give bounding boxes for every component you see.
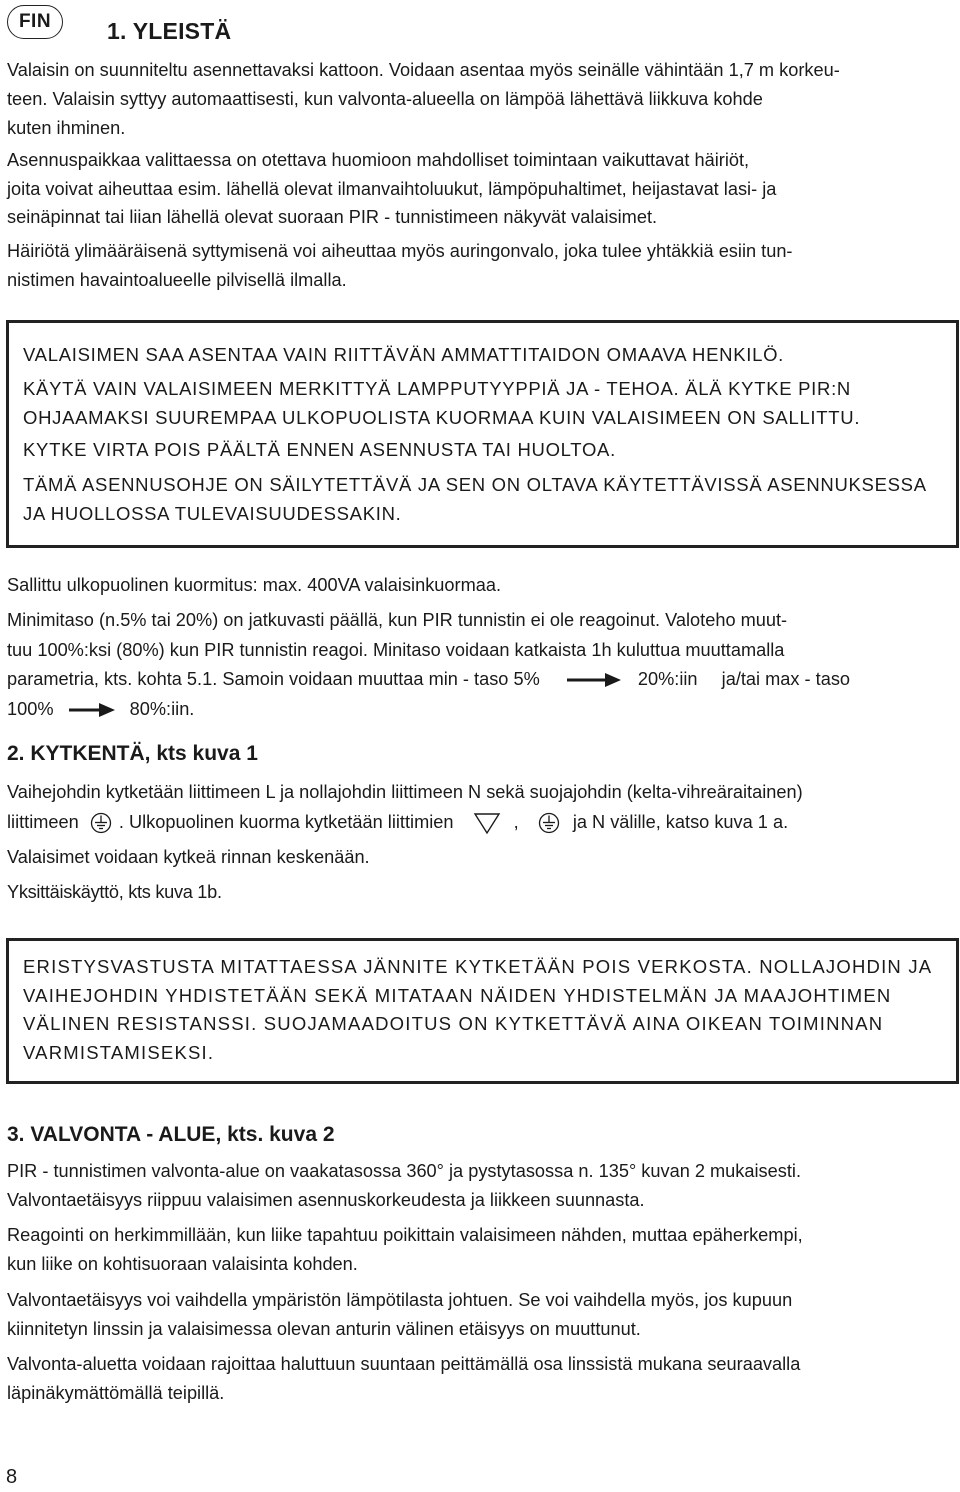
- text-line: seinäpinnat tai liian lähellä olevat suoraan PIR - tunnistimeen näkyvät valaisimet.: [7, 207, 658, 227]
- text-line: teen. Valaisin syttyy automaattisesti, kun valvonta-alueella on lämpöä lähettävä liikkuva kohde: [7, 89, 763, 109]
- text-fragment: ja N välille, katso kuva 1 a.: [572, 812, 789, 832]
- text-fragment: 80%:iin.: [129, 698, 195, 719]
- text-fragment: 100%: [7, 698, 54, 719]
- section-2-title: 2. KYTKENTÄ, kts kuva 1: [7, 742, 258, 765]
- load-triangle-icon: [473, 811, 501, 835]
- text-line: joita voivat aiheuttaa esim. lähellä olevat ilmanvaihtoluukut, lämpöpuhaltimet, heijastavat lasi- ja: [7, 178, 777, 199]
- text-line: kuten ihminen.: [7, 118, 126, 138]
- warning-line: VARMISTAMISEKSI.: [23, 1041, 215, 1063]
- text-line: nistimen havaintoalueelle pilvisellä ilmalla.: [7, 269, 347, 290]
- warning-line: VAIHEJOHDIN YHDISTETÄÄN SEKÄ MITATAAN NÄIDEN YHDISTELMÄN JA MAAJOHTIMEN: [23, 984, 892, 1006]
- section-3-paragraph-1: [7, 1157, 957, 1214]
- warning-line: VÄLINEN RESISTANSSI. SUOJAMAADOITUS ON KYTKETTÄVÄ AINA OIKEAN TOIMINNAN: [23, 1013, 884, 1034]
- parallel-paragraph: [7, 843, 957, 872]
- section-3-paragraph-2: [7, 1221, 957, 1278]
- arrow-right-icon: [69, 703, 115, 717]
- text-line: Asennuspaikkaa valittaessa on otettava huomioon mahdolliset toimintaan vaikuttavat häiriöt,: [7, 150, 750, 170]
- section-3-paragraph-4: [7, 1350, 957, 1407]
- ground-symbol-icon: [90, 812, 112, 834]
- minimum-level-paragraph: [7, 606, 957, 724]
- warning-line: JA HUOLLOSSA TULEVAISUUDESSAKIN.: [23, 502, 402, 524]
- text-line: Valaisimet voidaan kytkeä rinnan keskenään.: [7, 847, 370, 867]
- section-1-title: 1. YLEISTÄ: [107, 18, 232, 44]
- text-line: Sallittu ulkopuolinen kuormitus: max. 400VA valaisinkuormaa.: [7, 575, 502, 595]
- text-line: läpinäkymättömällä teipillä.: [7, 1382, 225, 1403]
- text-fragment: ja/tai max - taso: [721, 669, 851, 689]
- warning-line: KYTKE VIRTA POIS PÄÄLTÄ ENNEN ASENNUSTA TAI HUOLTOA.: [23, 439, 616, 460]
- section-3-title: 3. VALVONTA - ALUE, kts. kuva 2: [7, 1123, 335, 1146]
- wiring-paragraph: [7, 777, 957, 837]
- text-line: [7, 807, 957, 837]
- section-1-paragraph-1: [7, 56, 957, 143]
- text-line: PIR - tunnistimen valvonta-alue on vaakatasossa 360° ja pystytasossa n. 135° kuvan 2 mukaisesti.: [7, 1161, 801, 1181]
- text-line: Yksittäiskäyttö, kts kuva 1b.: [7, 882, 222, 902]
- section-1-paragraph-3: [7, 237, 957, 294]
- safety-warning-box: [6, 320, 959, 548]
- text-fragment: liittimeen: [7, 812, 79, 832]
- warning-line: KÄYTÄ VAIN VALAISIMEEN MERKITTYÄ LAMPPUTYYPPIÄ JA - TEHOA. ÄLÄ KYTKE PIR:N: [23, 378, 851, 399]
- text-line: [7, 695, 957, 725]
- text-fragment: parametria, kts. kohta 5.1. Samoin voidaan muuttaa min - taso 5%: [7, 669, 540, 689]
- text-line: Häiriötä ylimääräisenä syttymisenä voi aiheuttaa myös auringonvalo, joka tulee yhtäkkiä esiin tun-: [7, 241, 793, 261]
- text-line: kun liike on kohtisuoraan valaisinta kohden.: [7, 1253, 358, 1274]
- warning-line: VALAISIMEN SAA ASENTAA VAIN RIITTÄVÄN AMMATTITAIDON OMAAVA HENKILÖ.: [23, 344, 785, 365]
- language-code: FIN: [18, 11, 52, 32]
- warning-line: TÄMÄ ASENNUSOHJE ON SÄILYTETTÄVÄ JA SEN ON OLTAVA KÄYTETTÄVISSÄ ASENNUKSESSA: [23, 474, 927, 495]
- arrow-right-icon: [567, 673, 621, 687]
- text-line: kiinnitetyn linssin ja valaisimessa olevan anturin välinen etäisyys on muuttunut.: [7, 1318, 641, 1339]
- text-line: [7, 665, 957, 695]
- insulation-warning-box: [6, 938, 959, 1084]
- page-number: 8: [6, 1466, 18, 1488]
- text-line: Valvontaetäisyys voi vaihdella ympäristön lämpötilasta johtuen. Se voi vaihdella myös, jos kupuun: [7, 1290, 793, 1310]
- warning-line: OHJAAMAKSI SUUREMPAA ULKOPUOLISTA KUORMAA KUIN VALAISIMEEN ON SALLITTU.: [23, 406, 861, 428]
- text-line: Valvontaetäisyys riippuu valaisimen asennuskorkeudesta ja liikkeen suunnasta.: [7, 1189, 645, 1210]
- single-use-paragraph: [7, 878, 957, 907]
- warning-line: ERISTYSVASTUSTA MITATTAESSA JÄNNITE KYTKETÄÄN POIS VERKOSTA. NOLLAJOHDIN JA: [23, 956, 933, 977]
- text-fragment: 20%:iin: [637, 669, 698, 689]
- language-badge: [7, 5, 63, 39]
- text-line: Valvonta-aluetta voidaan rajoittaa haluttuun suuntaan peittämällä osa linssistä mukana seuraavalla: [7, 1354, 801, 1374]
- load-limit-paragraph: [7, 571, 957, 600]
- text-line: Vaihejohdin kytketään liittimeen L ja nollajohdin liittimeen N sekä suojajohdin (kelta-vihreäraitainen): [7, 782, 803, 802]
- ground-symbol-icon: [538, 812, 560, 834]
- text-line: Minimitaso (n.5% tai 20%) on jatkuvasti päällä, kun PIR tunnistin ei ole reagoinut. Valoteho muut-: [7, 610, 788, 630]
- text-line: Reagointi on herkimmillään, kun liike tapahtuu poikittain valaisimeen nähden, muttaa epäherkempi,: [7, 1225, 803, 1245]
- section-3-paragraph-3: [7, 1286, 957, 1343]
- text-fragment: . Ulkopuolinen kuorma kytketään liittimien: [118, 812, 454, 832]
- text-fragment: ,: [513, 812, 519, 832]
- text-line: Valaisin on suunniteltu asennettavaksi kattoon. Voidaan asentaa myös seinälle vähintään 1,7 m korkeu-: [7, 60, 840, 80]
- section-1-paragraph-2: [7, 146, 957, 232]
- text-line: tuu 100%:ksi (80%) kun PIR tunnistin reagoi. Minitaso voidaan katkaista 1h kuluttua muuttamalla: [7, 639, 785, 660]
